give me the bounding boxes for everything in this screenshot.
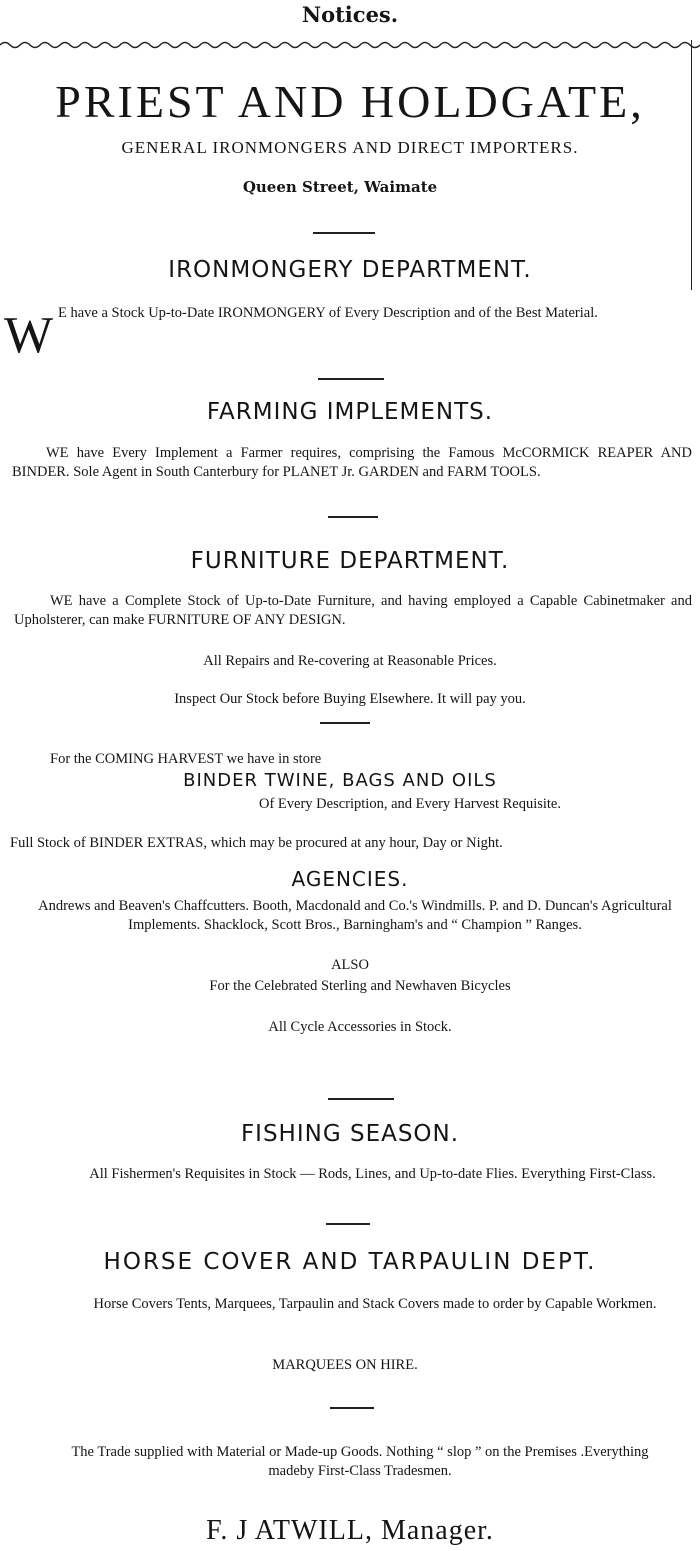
agencies-cycle: All Cycle Accessories in Stock. xyxy=(268,1019,452,1035)
farming-heading: FARMING IMPLEMENTS. xyxy=(206,399,494,425)
divider xyxy=(318,378,384,380)
harvest-sub: Of Every Description, and Every Harvest Requisite. xyxy=(259,796,561,812)
trade-text: The Trade supplied with Material or Made-up Goods. Nothing “ slop ” on the Premises .Everything madeby First-Class Tradesmen. xyxy=(71,1444,649,1479)
furniture-text: WE have a Complete Stock of Up-to-Date Furniture, and having employed a Capable Cabinetmaker and Upholsterer, can make FURNITURE OF ANY DESIGN. xyxy=(14,593,692,628)
horse-heading: HORSE COVER AND TARPAULIN DEPT. xyxy=(103,1249,597,1275)
harvest-heading: BINDER TWINE, BAGS AND OILS xyxy=(183,770,497,791)
divider xyxy=(313,232,375,234)
horse-text: Horse Covers Tents, Marquees, Tarpaulin and Stack Covers made to order by Capable Workmen. xyxy=(93,1296,657,1312)
divider xyxy=(326,1223,370,1225)
firm-subtitle: GENERAL IRONMONGERS AND DIRECT IMPORTERS. xyxy=(121,138,579,157)
harvest-extras: Full Stock of BINDER EXTRAS, which may be procured at any hour, Day or Night. xyxy=(10,835,503,851)
fishing-text: All Fishermen's Requisites in Stock — Rods, Lines, and Up-to-date Flies. Everything First-Class. xyxy=(89,1166,656,1182)
manager-signature: F. J ATWILL, Manager. xyxy=(206,1515,494,1546)
agencies-bicycles: For the Celebrated Sterling and Newhaven Bicycles xyxy=(209,978,511,994)
ironmongery-text: E have a Stock Up-to-Date IRONMONGERY of Every Description and of the Best Material. xyxy=(58,305,598,321)
furniture-inspect: Inspect Our Stock before Buying Elsewhere. It will pay you. xyxy=(174,691,526,707)
drop-cap: W xyxy=(4,307,54,364)
wavy-divider xyxy=(0,38,700,52)
agencies-heading: AGENCIES. xyxy=(291,867,409,891)
harvest-intro: For the COMING HARVEST we have in store xyxy=(50,751,322,767)
fishing-heading: FISHING SEASON. xyxy=(240,1121,460,1147)
divider xyxy=(328,1098,394,1100)
furniture-repairs: All Repairs and Re-covering at Reasonable Prices. xyxy=(203,653,497,669)
furniture-heading: FURNITURE DEPARTMENT. xyxy=(190,548,510,574)
farming-text: WE have Every Implement a Farmer requires, comprising the Famous McCORMICK REAPER AND BINDER. Sole Agent in South Canterbury for PLANET Jr. GARDEN and FARM TOOLS. xyxy=(12,445,692,480)
divider xyxy=(330,1407,374,1409)
divider xyxy=(328,516,378,518)
ironmongery-heading: IRONMONGERY DEPARTMENT. xyxy=(168,257,532,283)
firm-name: PRIEST AND HOLDGATE, xyxy=(55,76,645,127)
agencies-text: Andrews and Beaven's Chaffcutters. Booth, Macdonald and Co.'s Windmills. P. and D. Duncan's Agricultural Implements. Shacklock, Scott Bros., Barningham's and “ Champion ” Ranges. xyxy=(38,898,672,933)
page-title: Notices. xyxy=(301,2,399,27)
divider xyxy=(320,722,370,724)
horse-hire: MARQUEES ON HIRE. xyxy=(272,1357,418,1373)
firm-address: Queen Street, Waimate xyxy=(242,178,438,196)
agencies-also: ALSO xyxy=(331,957,369,973)
